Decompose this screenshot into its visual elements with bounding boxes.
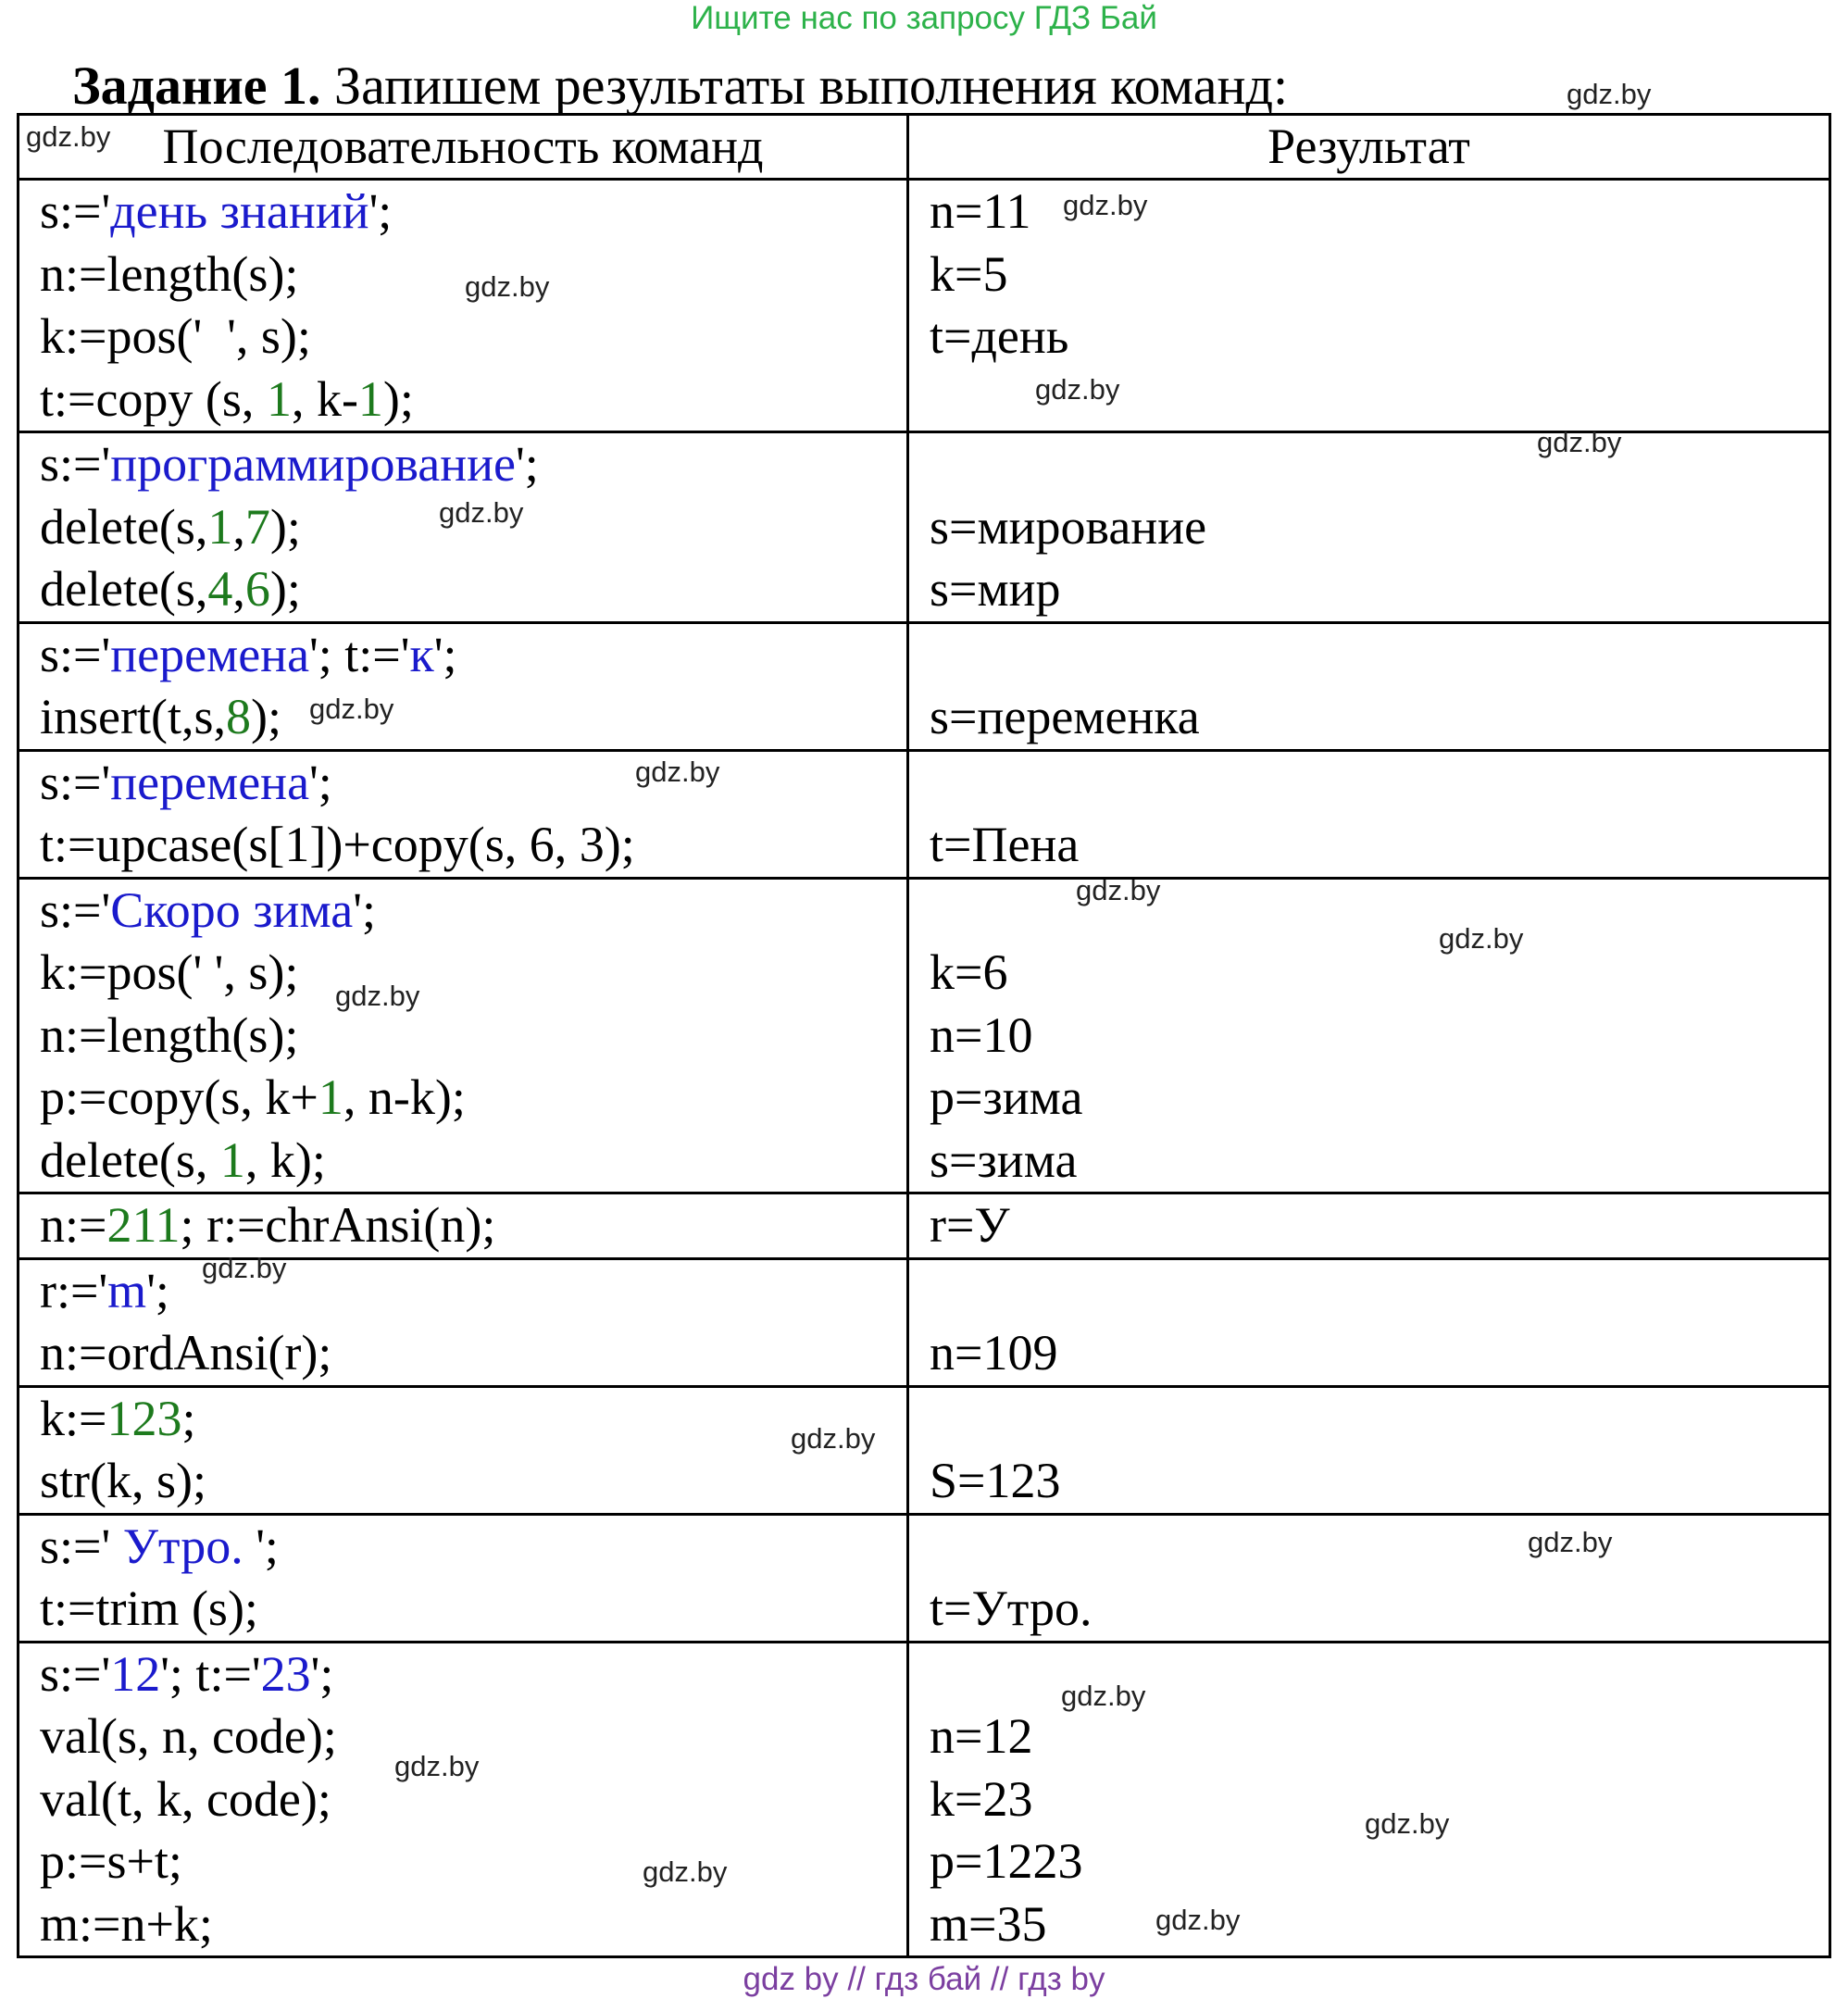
result-cell	[908, 874, 1830, 1193]
table-row	[19, 622, 1830, 750]
table-row	[19, 1193, 1830, 1259]
commands-cell: s:='12'; t:='23'; val(s, n, code); val(t, k, code); p:=s+t; m:=n+k;	[19, 1642, 908, 1957]
commands-cell: s:='перемена'; t:='к'; insert(t,s,8);	[19, 622, 908, 750]
result-line: n=12	[930, 1708, 1033, 1764]
result-line: s=переменка	[930, 689, 1200, 744]
watermark: gdz.by	[1365, 1807, 1450, 1840]
watermark: gdz.by	[1063, 189, 1148, 221]
result-line: n=11	[930, 183, 1031, 239]
result-cell	[908, 1386, 1830, 1514]
result-line: k=5	[930, 245, 1008, 302]
header-commands-label: Последовательность команд	[162, 119, 764, 174]
watermark: gdz.by	[1061, 1680, 1146, 1712]
watermark: gdz.by	[643, 1855, 728, 1888]
task-title	[72, 56, 1288, 117]
bottom-banner: gdz by // гдз бай // гдз by	[743, 1961, 1105, 1997]
table-row	[19, 878, 1830, 1193]
watermark: gdz.by	[1528, 1526, 1613, 1558]
table-row	[19, 1386, 1830, 1514]
result-line: k=6	[930, 944, 1008, 1000]
result-line: s=зима	[930, 1131, 1078, 1188]
result-line: s=мирование	[930, 498, 1207, 555]
result-cell	[908, 750, 1830, 878]
header-commands	[19, 115, 908, 180]
result-cell	[908, 622, 1830, 750]
watermark: gdz.by	[309, 693, 394, 725]
commands-cell: s:=' Утро. '; t:=trim (s);	[19, 1514, 908, 1642]
task-text: Запишем результаты выполнения команд:	[320, 56, 1289, 116]
result-line: p=1223	[930, 1833, 1083, 1889]
result-line: n=109	[930, 1325, 1058, 1381]
result-cell	[908, 1258, 1830, 1386]
result-cell	[908, 1642, 1830, 1957]
watermark: gdz.by	[465, 270, 550, 303]
header-result: Результат	[908, 115, 1830, 180]
result-line: t=Утро.	[930, 1580, 1093, 1636]
result-line: n=10	[930, 1006, 1033, 1063]
result-line: t=день	[930, 308, 1069, 364]
table-row	[19, 750, 1830, 878]
result-line: p=зима	[930, 1069, 1083, 1125]
result-line: S=123	[930, 1453, 1061, 1508]
result-cell	[908, 1514, 1830, 1642]
watermark: gdz.by	[1537, 426, 1622, 458]
table-header-row	[19, 115, 1830, 180]
watermark: gdz.by	[394, 1750, 480, 1782]
watermark: gdz.by	[1439, 922, 1524, 955]
table-row	[19, 1642, 1830, 1957]
watermark: gdz.by	[1076, 874, 1161, 906]
watermark: gdz.by	[439, 496, 524, 529]
commands-cell: s:='перемена'; t:=upcase(s[1])+copy(s, 6, 3);	[19, 750, 908, 878]
commands-cell: k:=123; str(k, s);	[19, 1386, 908, 1514]
watermark: gdz.by	[1567, 78, 1652, 110]
table-row	[19, 180, 1830, 432]
task-number: Задание 1.	[72, 56, 321, 116]
watermark: gdz.by	[202, 1252, 287, 1284]
table-row	[19, 1258, 1830, 1386]
commands-cell: n:=211; r:=chrAnsi(n);	[19, 1193, 908, 1259]
watermark: gdz.by	[1035, 373, 1120, 406]
commands-cell: s:='день знаний'; n:=length(s); k:=pos(' ', s); t:=copy (s, 1, k-1);	[19, 180, 908, 432]
result-line: t=Пена	[930, 817, 1080, 872]
result-line: r=У	[930, 1197, 1010, 1253]
commands-cell: r:='m'; n:=ordAnsi(r);	[19, 1258, 908, 1386]
watermark: gdz.by	[791, 1422, 876, 1455]
watermark: gdz.by	[635, 756, 720, 788]
result-line: k=23	[930, 1770, 1033, 1827]
top-banner: Ищите нас по запросу ГДЗ Бай	[691, 0, 1157, 36]
commands-table	[17, 113, 1831, 1958]
result-cell	[908, 432, 1830, 623]
result-line: m=35	[930, 1895, 1047, 1952]
watermark: gdz.by	[335, 980, 420, 1012]
watermark: gdz.by	[1155, 1904, 1241, 1936]
commands-cell: s:='программирование'; delete(s,1,7); delete(s,4,6);	[19, 432, 908, 623]
watermark: gdz.by	[26, 120, 111, 153]
result-cell	[908, 1193, 1830, 1259]
table-row	[19, 432, 1830, 623]
commands-cell: s:='Скоро зима'; k:=pos(' ', s); n:=length(s); p:=copy(s, k+1, n-k); delete(s, 1, k);	[19, 878, 908, 1193]
result-line: s=мир	[930, 561, 1061, 617]
